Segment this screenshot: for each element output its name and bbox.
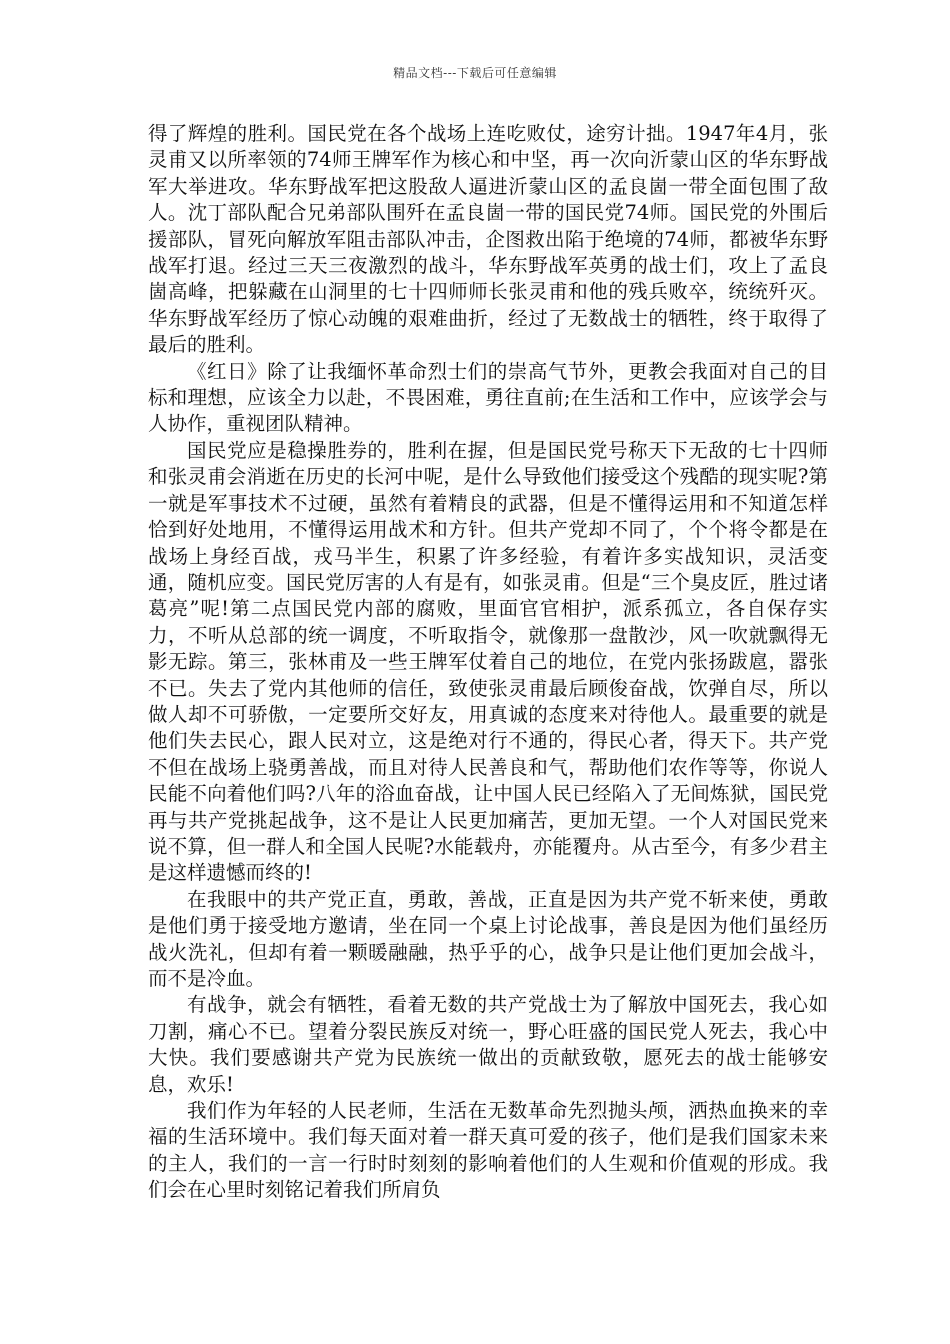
document-body xyxy=(148,121,828,1204)
paragraph-sacrifice: 有战争，就会有牺牲，看着无数的共产党战士为了解放中国死去，我心如刀割，痛心不已。望着分裂民族反对统一，野心旺盛的国民党人死去，我心中大快。我们要感谢共产党为民族统一做出的贡献致敬，愿死去的战士能够安息，欢乐! xyxy=(148,993,828,1096)
paragraph-teachers: 我们作为年轻的人民老师，生活在无数革命先烈抛头颅，洒热血换来的幸福的生活环境中。我们每天面对着一群天真可爱的孩子，他们是我们国家未来的主人，我们的一言一行时时刻刻的影响着他们的人生观和价值观的形成。我们会在心里时刻铭记着我们所肩负 xyxy=(148,1099,828,1202)
paragraph-cpc-qualities: 在我眼中的共产党正直，勇敢，善战，正直是因为共产党不斩来使，勇敢是他们勇于接受地方邀请，坐在同一个桌上讨论战事，善良是因为他们虽经历战火洗礼，但却有着一颗暖融融，热乎乎的心，战争只是让他们更加会战斗，而不是冷血。 xyxy=(148,887,828,990)
page-header: 精品文档---下载后可任意编辑 xyxy=(393,66,557,80)
paragraph-continuation: 得了辉煌的胜利。国民党在各个战场上连吃败仗，途穷计拙。1947年4月，张灵甫又以所率领的74师王牌军作为核心和中坚，再一次向沂蒙山区的华东野战军大举进攻。华东野战军把这股敌人逼进沂蒙山区的孟良崮一带全面包围了敌人。沈丁部队配合兄弟部队围歼在孟良崮一带的国民党74师。国民党的外围后援部队，冒死向解放军阻击部队冲击，企图救出陷于绝境的74师，都被华东野战军打退。经过三天三夜激烈的战斗，华东野战军英勇的战士们，攻上了孟良崮高峰，把躲藏在山洞里的七十四师师长张灵甫和他的残兵败卒，统统歼灭。华东野战军经历了惊心动魄的艰难曲折，经过了无数战士的牺牲，终于取得了最后的胜利。 xyxy=(148,122,828,357)
paragraph-hongri: 《红日》除了让我缅怀革命烈士们的崇高气节外，更教会我面对自己的目标和理想，应该全力以赴，不畏困难，勇往直前;在生活和工作中，应该学会与人协作，重视团队精神。 xyxy=(148,359,828,436)
paragraph-kmt-analysis: 国民党应是稳操胜券的，胜利在握，但是国民党号称天下无敌的七十四师和张灵甫会消逝在历史的长河中呢，是什么导致他们接受这个残酷的现实呢?第一就是军事技术不过硬，虽然有着精良的武器，但是不懂得运用和不知道怎样恰到好处地用，不懂得运用战术和方针。但共产党却不同了，个个将令都是在战场上身经百战，戎马半生，积累了许多经验，有着许多实战知识，灵活变通，随机应变。国民党厉害的人有是有，如张灵甫。但是“三个臭皮匠，胜过诸葛亮”呢!第二点国民党内部的腐败，里面官官相护，派系孤立，各自保存实力，不听从总部的统一调度，不听取指令，就像那一盘散沙，风一吹就飘得无影无踪。第三，张林甫及一些王牌军仗着自己的地位，在党内张扬跋扈，嚣张不已。失去了党内其他师的信任，致使张灵甫最后顾俊奋战，饮弹自尽，所以做人却不可骄傲，一定要所交好友，用真诚的态度来对待他人。最重要的就是他们失去民心，跟人民对立，这是绝对行不通的，得民心者，得天下。共产党不但在战场上骁勇善战，而且对待人民善良和气，帮助他们农作等等，你说人民能不向着他们吗?八年的浴血奋战，让中国人民已经陷入了无间炼狱，国民党再与共产党挑起战争，这不是让人民更加痛苦，更加无望。一个人对国民党来说不算，但一群人和全国人民呢?水能载舟，亦能覆舟。从古至今，有多少君主是这样遗憾而终的! xyxy=(148,438,828,885)
